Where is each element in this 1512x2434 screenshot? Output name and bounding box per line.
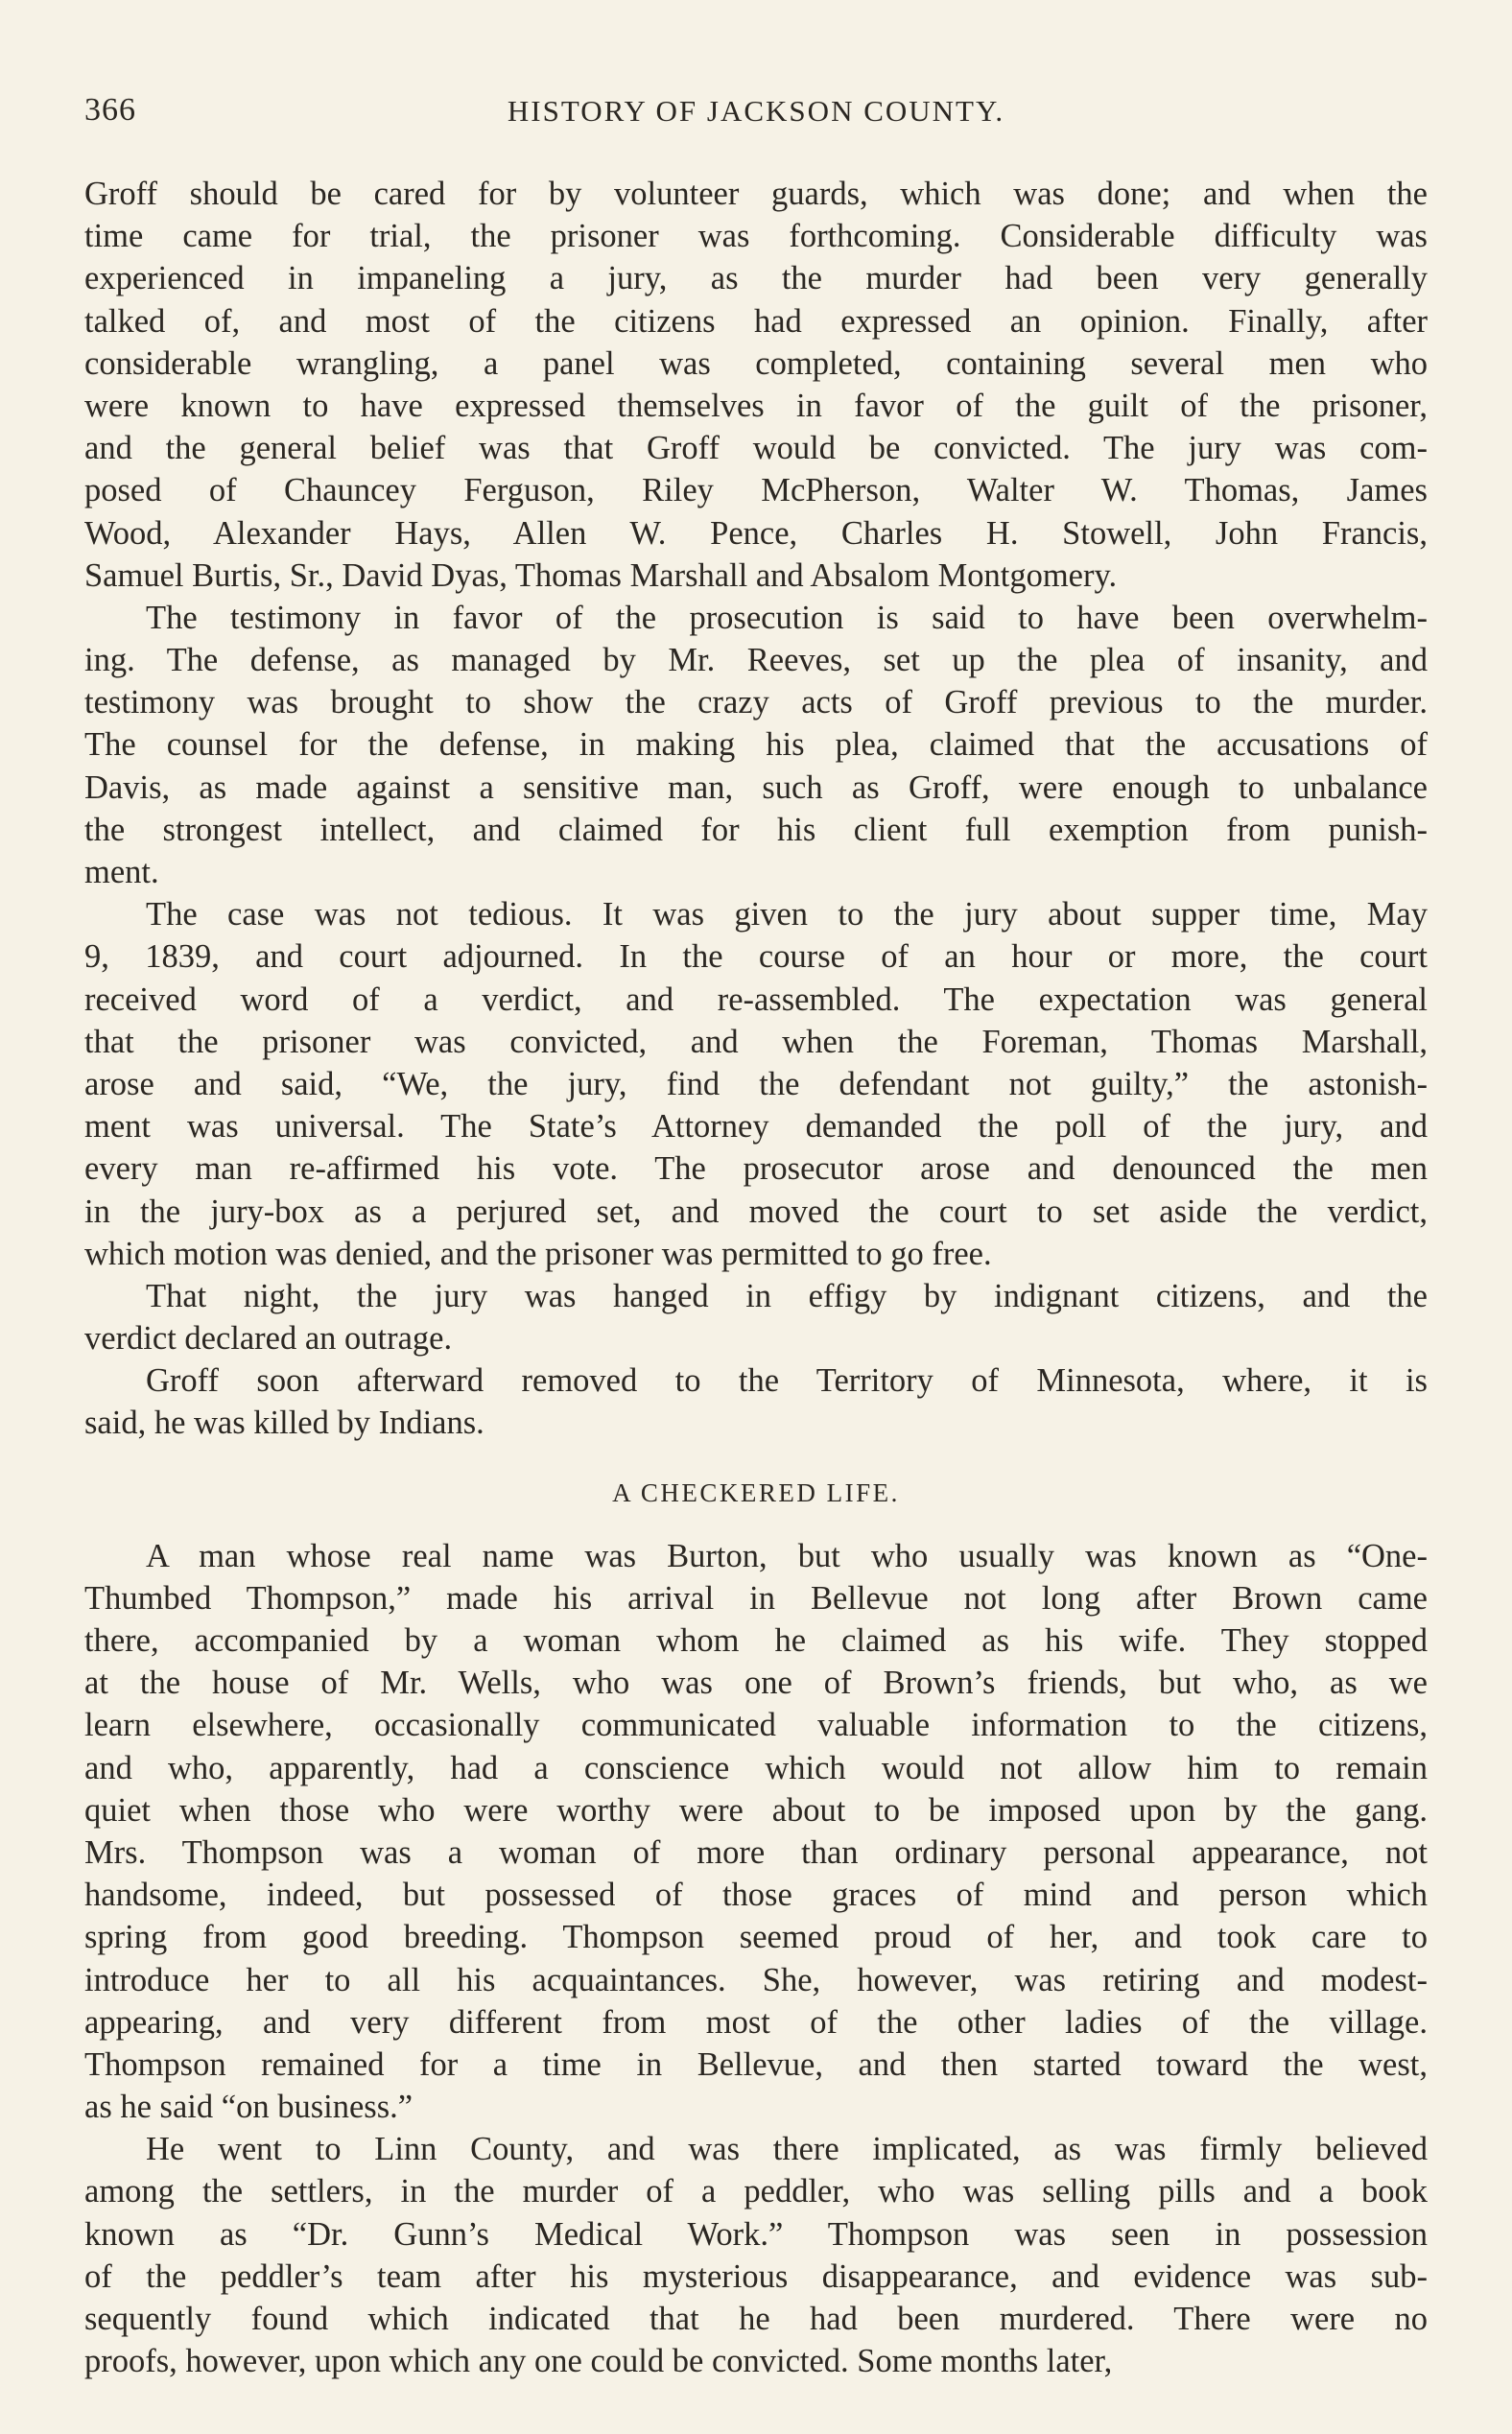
text-line: appearing, and very different from most of the other ladies of the village.: [84, 2003, 1428, 2041]
text-line: Davis, as made against a sensitive man, such as Groff, were enough to unbalance: [84, 768, 1428, 806]
paragraph: [84, 597, 1428, 893]
text-line: introduce her to all his acquaintances. She, however, was retiring and modest-: [84, 1961, 1428, 1998]
text-line: known as “Dr. Gunn’s Medical Work.” Thompson was seen in possession: [84, 2215, 1428, 2253]
text-line: The case was not tedious. It was given to the jury about supper time, May: [146, 896, 1428, 933]
text-line: as he said “on business.”: [84, 2089, 413, 2126]
body-text: [84, 173, 1428, 1445]
text-line: He went to Linn County, and was there implicated, as was firmly believed: [146, 2131, 1428, 2168]
paragraph: [84, 173, 1428, 597]
text-line: in the jury-box as a perjured set, and moved the court to set aside the verdict,: [84, 1193, 1428, 1230]
text-line: that the prisoner was convicted, and when the Foreman, Thomas Marshall,: [84, 1023, 1428, 1060]
text-line: sequently found which indicated that he had been murdered. There were no: [84, 2301, 1428, 2337]
text-line: talked of, and most of the citizens had expressed an opinion. Finally, after: [84, 302, 1428, 340]
text-line: ment.: [84, 854, 159, 890]
book-title: HISTORY OF JACKSON COUNTY.: [507, 94, 1005, 128]
text-line: handsome, indeed, but possessed of those graces of mind and person which: [84, 1877, 1428, 1914]
text-line: arose and said, “We, the jury, find the defendant not guilty,” the astonish-: [84, 1065, 1428, 1102]
text-line: The counsel for the defense, in making his plea, claimed that the accusations of: [84, 726, 1428, 764]
text-line: Wood, Alexander Hays, Allen W. Pence, Charles H. Stowell, John Francis,: [84, 514, 1428, 552]
text-line: ing. The defense, as managed by Mr. Reeves, set up the plea of insanity, and: [84, 642, 1428, 679]
text-line: were known to have expressed themselves in favor of the guilt of the prisoner,: [84, 387, 1428, 424]
paragraph: [84, 1275, 1428, 1359]
running-head: [84, 92, 1428, 134]
text-line: verdict declared an outrage.: [84, 1320, 453, 1358]
paragraph: [84, 2128, 1428, 2382]
text-line: the strongest intellect, and claimed for his client full exemption from punish-: [84, 811, 1428, 848]
text-line: quiet when those who were worthy were about to be imposed upon by the gang.: [84, 1791, 1428, 1829]
text-line: That night, the jury was hanged in effigy by indignant citizens, and the: [146, 1277, 1428, 1314]
text-line: The testimony in favor of the prosecution is said to have been overwhelm-: [146, 599, 1428, 636]
text-line: there, accompanied by a woman whom he claimed as his wife. They stopped: [84, 1622, 1428, 1659]
text-line: proofs, however, upon which any one could be convicted. Some months later,: [84, 2343, 1113, 2380]
text-line: Groff soon afterward removed to the Territory of Minnesota, where, it is: [146, 1362, 1428, 1400]
text-line: A man whose real name was Burton, but who usually was known as “One-: [146, 1537, 1428, 1574]
text-line: received word of a verdict, and re-assembled. The expectation was general: [84, 981, 1428, 1018]
text-line: among the settlers, in the murder of a peddler, who was selling pills and a book: [84, 2173, 1428, 2210]
text-line: at the house of Mr. Wells, who was one of Brown’s friends, but who, as we: [84, 1665, 1428, 1702]
text-line: 9, 1839, and court adjourned. In the course of an hour or more, the court: [84, 938, 1428, 976]
text-line: time came for trial, the prisoner was forthcoming. Considerable difficulty was: [84, 218, 1428, 255]
text-line: testimony was brought to show the crazy acts of Groff previous to the murder.: [84, 684, 1428, 721]
section-heading: A CHECKERED LIFE.: [612, 1477, 900, 1507]
text-line: Thumbed Thompson,” made his arrival in Bellevue not long after Brown came: [84, 1579, 1428, 1617]
paragraph: [84, 1535, 1428, 2129]
text-line: learn elsewhere, occasionally communicated valuable information to the citizens,: [84, 1707, 1428, 1744]
text-line: considerable wrangling, a panel was completed, containing several men who: [84, 344, 1428, 382]
text-column: [84, 173, 1428, 2382]
text-line: every man re-affirmed his vote. The prosecutor arose and denounced the men: [84, 1150, 1428, 1188]
text-line: Mrs. Thompson was a woman of more than ordinary personal appearance, not: [84, 1833, 1428, 1871]
paragraph: [84, 1359, 1428, 1444]
text-line: spring from good breeding. Thompson seemed proud of her, and took care to: [84, 1919, 1428, 1956]
text-line: Groff should be cared for by volunteer guards, which was done; and when the: [84, 176, 1428, 212]
text-line: said, he was killed by Indians.: [84, 1405, 484, 1442]
text-line: Thompson remained for a time in Bellevue, and then started toward the west,: [84, 2045, 1428, 2083]
text-line: experienced in impaneling a jury, as the murder had been very generally: [84, 260, 1428, 297]
text-line: and who, apparently, had a conscience which would not allow him to remain: [84, 1749, 1428, 1786]
page-number: 366: [84, 92, 136, 128]
text-line: which motion was denied, and the prisoner was permitted to go free.: [84, 1235, 992, 1272]
text-line: posed of Chauncey Ferguson, Riley McPherson, Walter W. Thomas, James: [84, 472, 1428, 509]
text-line: and the general belief was that Groff would be convicted. The jury was com-: [84, 430, 1428, 467]
paragraph: [84, 893, 1428, 1275]
text-line: ment was universal. The State’s Attorney demanded the poll of the jury, and: [84, 1108, 1428, 1146]
text-line: Samuel Burtis, Sr., David Dyas, Thomas Marshall and Absalom Montgomery.: [84, 556, 1118, 594]
text-line: of the peddler’s team after his mysterious disappearance, and evidence was sub-: [84, 2257, 1428, 2295]
section-body-text: [84, 1535, 1428, 2383]
